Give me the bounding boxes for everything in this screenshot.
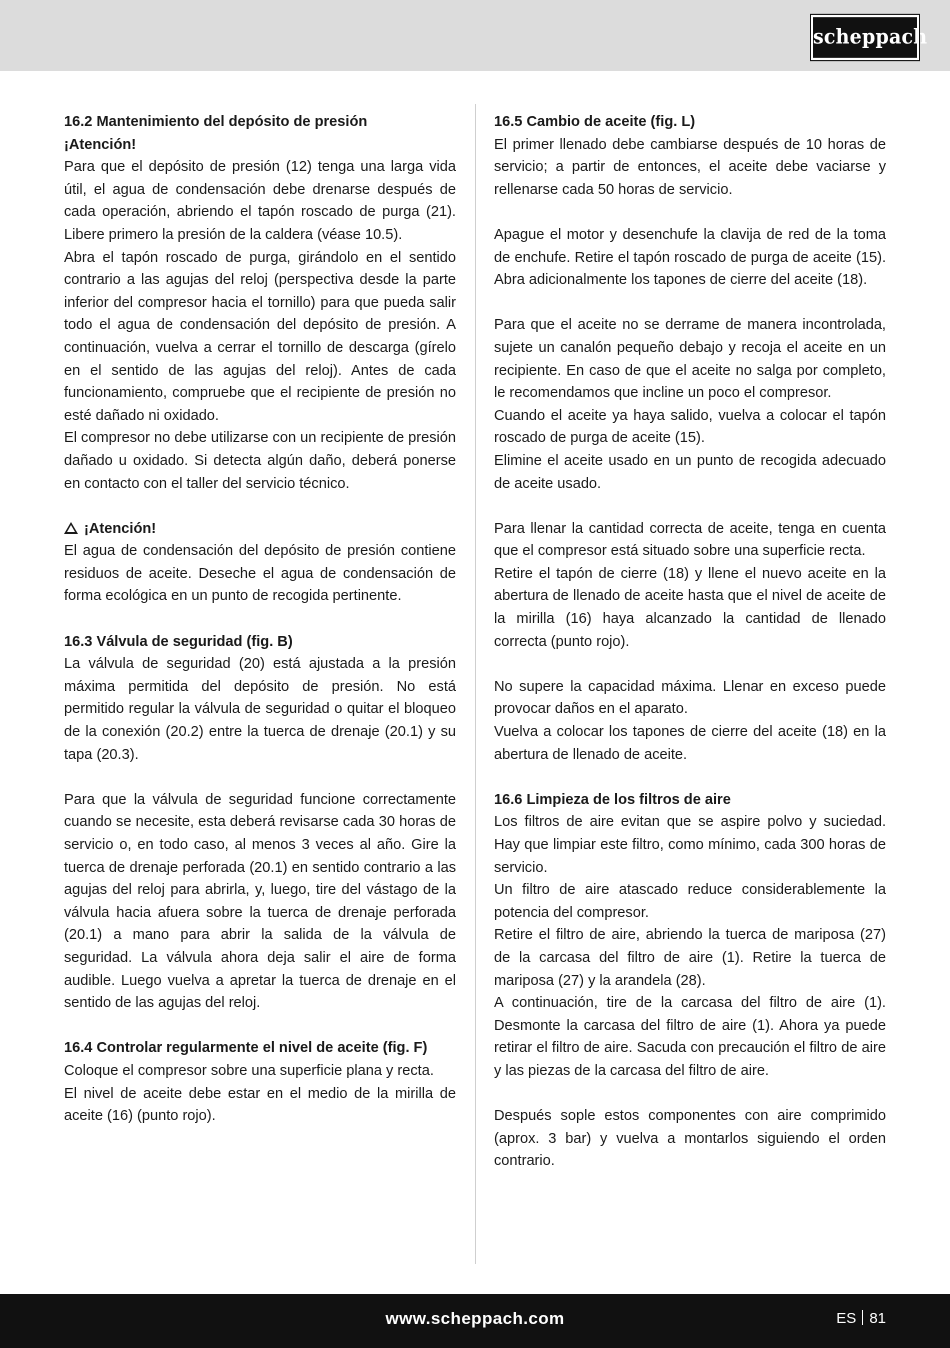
paragraph: Para que el aceite no se derrame de manera incontrolada, sujete un canalón pequeño debajo y recoja el aceite en un recipiente. En caso de que el aceite no salga por completo, le recomendamos que incline un poco el compresor. (494, 317, 886, 402)
section-16-6-title: 16.6 Limpieza de los filtros de aire (494, 791, 731, 808)
column-divider (475, 104, 476, 1264)
paragraph: A continuación, tire de la carcasa del filtro de aire (1). Desmonte la carcasa del filtro de aire (1). Ahora ya puede retirar el filtro de aire. Sacuda con precaución el filtro de aire y las piezas de la carcasa del filtro de aire. (494, 995, 886, 1079)
section-16-2-title: 16.2 Mantenimiento del depósito de presión (64, 114, 368, 130)
paragraph: Vuelva a colocar los tapones de cierre del aceite (18) en la abertura de llenado de aceite. (494, 724, 886, 763)
paragraph: El compresor no debe utilizarse con un recipiente de presión dañado u oxidado. Si detecta algún daño, deberá ponerse en contacto con el taller del servicio técnico. (64, 430, 456, 492)
paragraph: Los filtros de aire evitan que se aspire polvo y suciedad. Hay que limpiar este filtro, como mínimo, cada 300 horas de servicio. (494, 814, 886, 876)
paragraph: Abra el tapón roscado de purga, girándolo en el sentido contrario a las agujas del reloj (perspectiva desde la parte inferior del compresor hacia el tornillo) para que pueda salir todo el agua de condensación del depósito de presión. A continuación, vuelva a cerrar el tornillo de descarga (gírelo en el sentido de las agujas del reloj). Antes de cada funcionamiento, compruebe que el recipiente de presión no esté dañado ni oxidado. (64, 249, 456, 424)
warning-heading (64, 518, 456, 541)
section-16-5-title: 16.5 Cambio de aceite (fig. L) (494, 114, 696, 130)
language-code: ES (836, 1310, 857, 1327)
section-16-4-title: 16.4 Controlar regularmente el nivel de aceite (fig. F) (64, 1040, 428, 1057)
paragraph: Un filtro de aire atascado reduce considerablemente la potencia del compresor. (494, 882, 886, 921)
paragraph: La válvula de seguridad (20) está ajustada a la presión máxima permitida del depósito de presión. No está permitido regular la válvula de seguridad o quitar el bloqueo de la conexión (20.2) entre la tuerca de drenaje (20.1) y su tapa (20.3). (64, 656, 456, 763)
paragraph: Para que el depósito de presión (12) tenga una larga vida útil, el agua de condensación debe drenarse después de cada operación, abriendo el tapón roscado de purga (21). Libere primero la presión de la caldera (véase 10.5). (64, 159, 456, 243)
warning-text: El agua de condensación del depósito de presión contiene residuos de aceite. Deseche el agua de condensación de forma ecológica en un punto de recogida pertinente. (64, 543, 456, 605)
paragraph: Para llenar la cantidad correcta de aceite, tenga en cuenta que el compresor está situado sobre una superficie recta. (494, 520, 886, 560)
paragraph: Para que la válvula de seguridad funcione correctamente cuando se necesite, esta deberá revisarse cada 30 horas de servicio o, en todo caso, al menos 3 veces al año. Gire la tuerca de drenaje perforada (20.1) en sentido contrario a las agujas del reloj para abrirla, y, luego, tire del vástago de la válvula hacia afuera sobre la tuerca de drenaje perforada (20.1) a mano para abrir la salida de la válvula de seguridad. La válvula ahora deja salir el aire de forma audible. Luego vuelva a apretar la tuerca de drenaje en el sentido de las agujas del reloj. (64, 791, 456, 1012)
footer-url[interactable]: www.scheppach.com (385, 1309, 565, 1328)
warning-title: ¡Atención! (84, 520, 157, 537)
page-footer (0, 1294, 950, 1348)
paragraph: El primer llenado debe cambiarse después de 10 horas de servicio; a partir de entonces, el aceite debe vaciarse y rellenarse cada 50 horas de servicio. (494, 136, 886, 198)
paragraph: Después sople estos componentes con aire comprimido (aprox. 3 bar) y vuelva a montarlos siguiendo el orden contrario. (494, 1108, 886, 1170)
left-column (64, 111, 456, 1128)
paragraph: Coloque el compresor sobre una superficie plana y recta. (64, 1062, 434, 1079)
section-16-2-attention: ¡Atención! (64, 136, 137, 153)
warning-triangle-icon (64, 522, 78, 534)
separator (862, 1310, 863, 1325)
paragraph: Apague el motor y desenchufe la clavija de red de la toma de enchufe. Retire el tapón roscado de purga de aceite (15). Abra adicionalmente los tapones de cierre del aceite (18). (494, 226, 886, 289)
paragraph: Elimine el aceite usado en un punto de recogida adecuado de aceite usado. (494, 452, 886, 492)
paragraph: No supere la capacidad máxima. Llenar en exceso puede provocar daños en el aparato. (494, 678, 886, 718)
paragraph: Retire el tapón de cierre (18) y llene el nuevo aceite en la abertura de llenado de aceite hasta que el nivel de aceite de la mirilla (16) haya alcanzado la cantidad de llenado correcta (punto rojo). (494, 565, 886, 650)
page-header (0, 0, 950, 71)
paragraph: Retire el filtro de aire, abriendo la tuerca de mariposa (27) de la carcasa del filtro de aire (1). Retire la tuerca de mariposa (27) y la arandela (28). (494, 927, 886, 989)
scheppach-logo: scheppach (811, 15, 919, 60)
right-column (494, 111, 886, 1173)
paragraph: El nivel de aceite debe estar en el medio de la mirilla de aceite (16) (punto rojo). (64, 1085, 456, 1125)
page-number: 81 (869, 1310, 886, 1327)
page-number-block (836, 1294, 886, 1344)
section-16-3-title: 16.3 Válvula de seguridad (fig. B) (64, 633, 293, 650)
paragraph: Cuando el aceite ya haya salido, vuelva a colocar el tapón roscado de purga de aceite (15). (494, 407, 886, 447)
